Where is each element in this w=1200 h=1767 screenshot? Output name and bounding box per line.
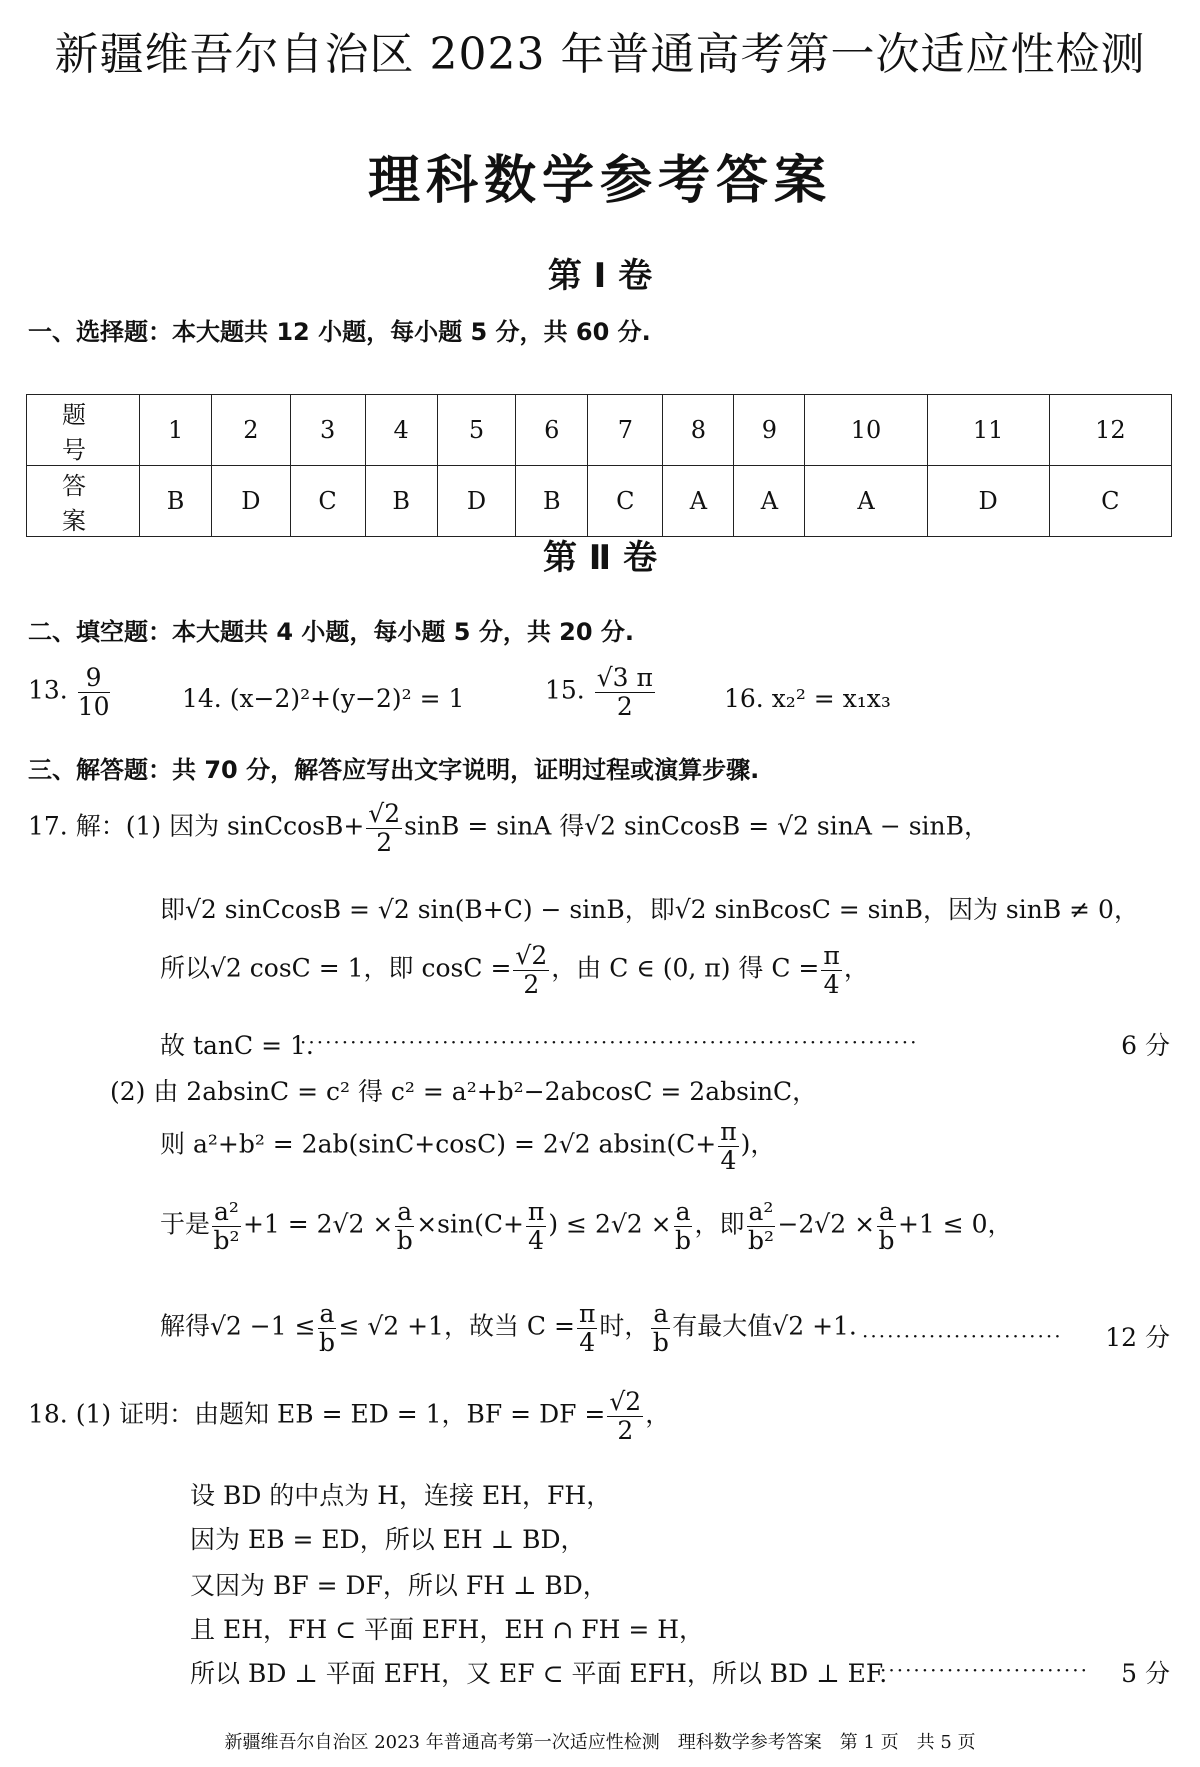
section-1-title: 一、选择题：本大题共 12 小题，每小题 5 分，共 60 分. [28,318,651,346]
text-run: −2√2 × [777,1209,876,1239]
text-run: 有最大值√2 +1. [672,1311,857,1341]
fraction-denominator: b [652,1327,669,1357]
fraction [318,1300,337,1356]
fraction [651,1300,670,1356]
q17-line-6 [160,1118,775,1174]
text-run: 时， [599,1311,650,1341]
fraction-numerator: a [397,1197,413,1226]
fraction-numerator: √3 π [596,663,653,692]
fraction-numerator: a [319,1299,335,1328]
table-cell: C [290,466,365,537]
table-cell: 3 [290,395,365,466]
q17-line-3 [160,942,869,998]
text-run: +1 ≤ 0， [897,1209,1013,1239]
fraction-numerator: π [823,941,840,970]
fraction-numerator: a² [748,1197,774,1226]
document-title: 新疆维吾尔自治区 2023 年普通高考第一次适应性检测 [54,29,1146,80]
text-run: 所以√2 cosC = 1，即 cosC = [160,953,512,983]
fraction [674,1198,693,1254]
table-cell: B [516,466,588,537]
table-cell: 5 [437,395,515,466]
fraction [821,942,841,998]
fraction-denominator: 2 [523,969,540,999]
table-cell: 10 [805,395,927,466]
table-row-answers [27,466,1172,537]
text-run: ×sin(C+ [416,1209,524,1239]
table-cell: 11 [927,395,1049,466]
q17-line-2: 即√2 sinCcosB = √2 sin(B+C) − sinB，即√2 sinBcosC = sinB，因为 sinB ≠ 0， [160,895,1139,924]
fraction [747,1198,776,1254]
fraction-numerator: π [720,1117,737,1146]
fraction-denominator: 4 [579,1327,596,1357]
leader-dots: ························· [880,1658,1089,1682]
part-1-title: 第 Ⅰ 卷 [547,256,653,296]
text-run: 17. 解：(1) 因为 sinCcosB+ [28,811,365,841]
table-cell: D [437,466,515,537]
table-cell: 7 [588,395,663,466]
answer-14: 14. (x−2)²+(y−2)² = 1 [182,684,465,713]
text-run: +1 = 2√2 × [242,1209,394,1239]
text-run: 则 a²+b² = 2ab(sinC+cosC) = 2√2 absin(C+ [160,1129,717,1159]
table-cell: B [365,466,437,537]
fraction-numerator: √2 [368,799,401,828]
row-label-number: 题 号 [27,395,140,466]
q17-line-4: 故 tanC = 1. [160,1031,314,1060]
table-cell: A [805,466,927,537]
fraction-numerator: π [527,1197,545,1226]
q17-line-7 [160,1198,1013,1254]
table-cell: C [588,466,663,537]
leader-dots: ························ [862,1324,1063,1348]
fraction [577,1300,597,1356]
text-run: sinB = sinA 得√2 sinCcosB = √2 sinA − sinB， [404,811,990,841]
part-2-title: 第 Ⅱ 卷 [542,538,658,578]
text-run: ， [645,1399,671,1429]
fraction-numerator: a [879,1197,894,1226]
table-cell: D [212,466,290,537]
document-subtitle: 理科数学参考答案 [367,151,832,211]
q17-line-8 [160,1300,857,1356]
q15-fraction [595,664,655,720]
table-cell: D [927,466,1049,537]
q17-line-5: (2) 由 2absinC = c² 得 c² = a²+b²−2abcosC = 2absinC， [110,1077,818,1106]
page-footer: 新疆维吾尔自治区 2023 年普通高考第一次适应性检测 理科数学参考答案 第 1 页 共 5 页 [224,1732,976,1753]
table-cell: 12 [1049,395,1171,466]
fraction-denominator: 4 [823,969,840,999]
q13-label: 13. [28,675,68,705]
fraction-numerator: a [675,1197,691,1226]
text-run: 解得√2 −1 ≤ [160,1311,316,1341]
answer-16: 16. x₂² = x₁x₃ [724,684,891,713]
fraction [395,1198,414,1254]
table-cell: 8 [663,395,734,466]
fraction [877,1198,896,1254]
q18-line-4: 又因为 BF = DF，所以 FH ⊥ BD， [190,1571,608,1600]
fraction [718,1118,738,1174]
score-6: 6 分 [1121,1031,1170,1060]
row-label-answer: 答 案 [27,466,140,537]
fraction [513,942,549,998]
text-run: ) ≤ 2√2 × [548,1209,672,1239]
fraction [366,800,402,856]
fraction-denominator: b [318,1327,335,1357]
table-row-numbers [27,395,1172,466]
answer-13 [28,664,112,720]
fraction-denominator: 2 [617,1415,634,1445]
fraction-denominator: b [396,1225,413,1255]
q15-label: 15. [545,675,585,705]
fraction-denominator: b² [213,1225,240,1255]
q13-fraction [78,664,110,720]
leader-dots: ·········································································· [300,1030,919,1054]
fraction-denominator: b [878,1225,895,1255]
q18-line-3: 因为 EB = ED，所以 EH ⊥ BD， [190,1525,586,1554]
fraction-numerator: a² [214,1197,239,1226]
fraction-denominator: 10 [77,691,110,721]
q18-line-1 [28,1388,670,1444]
text-run: 于是 [160,1209,211,1239]
table-cell: 9 [734,395,805,466]
fraction-numerator: √2 [515,941,548,970]
text-run: ， [843,953,869,983]
fraction [212,1198,241,1254]
fraction-denominator: 4 [528,1225,545,1255]
score-5: 5 分 [1121,1659,1170,1688]
text-run: 18. (1) 证明：由题知 EB = ED = 1，BF = DF = [28,1399,606,1429]
answer-15 [545,664,657,720]
q18-line-5: 且 EH，FH ⊂ 平面 EFH，EH ∩ FH = H， [190,1615,705,1644]
table-cell: 2 [212,395,290,466]
fraction-denominator: b [675,1225,692,1255]
fraction-numerator: a [653,1299,669,1328]
table-cell: B [140,466,212,537]
section-3-title: 三、解答题：共 70 分，解答应写出文字说明，证明过程或演算步骤. [28,756,760,784]
answer-table [26,394,1172,537]
score-12: 12 分 [1105,1323,1170,1352]
fraction-denominator: 4 [720,1145,737,1175]
fraction-denominator: 2 [376,827,393,857]
q18-line-6: 所以 BD ⊥ 平面 EFH，又 EF ⊂ 平面 EFH，所以 BD ⊥ EF. [190,1659,888,1688]
table-cell: A [663,466,734,537]
fraction-numerator: π [578,1299,596,1328]
text-run: ≤ √2 +1，故当 C = [338,1311,575,1341]
section-2-title: 二、填空题：本大题共 4 小题，每小题 5 分，共 20 分. [28,618,635,646]
fraction-numerator: √2 [609,1387,642,1416]
fraction-numerator: 9 [78,664,110,693]
table-cell: 6 [516,395,588,466]
table-cell: A [734,466,805,537]
q18-line-2: 设 BD 的中点为 H，连接 EH，FH， [190,1481,612,1510]
table-cell: C [1049,466,1171,537]
text-run: ，即 [694,1209,745,1239]
fraction [526,1198,546,1254]
table-cell: 4 [365,395,437,466]
text-run: )， [740,1129,776,1159]
fraction-denominator: b² [747,1225,774,1255]
table-cell: 1 [140,395,212,466]
fraction-denominator: 2 [616,691,633,721]
fraction [607,1388,643,1444]
text-run: ，由 C ∈ (0, π) 得 C = [551,953,820,983]
q17-line-1 [28,800,989,856]
